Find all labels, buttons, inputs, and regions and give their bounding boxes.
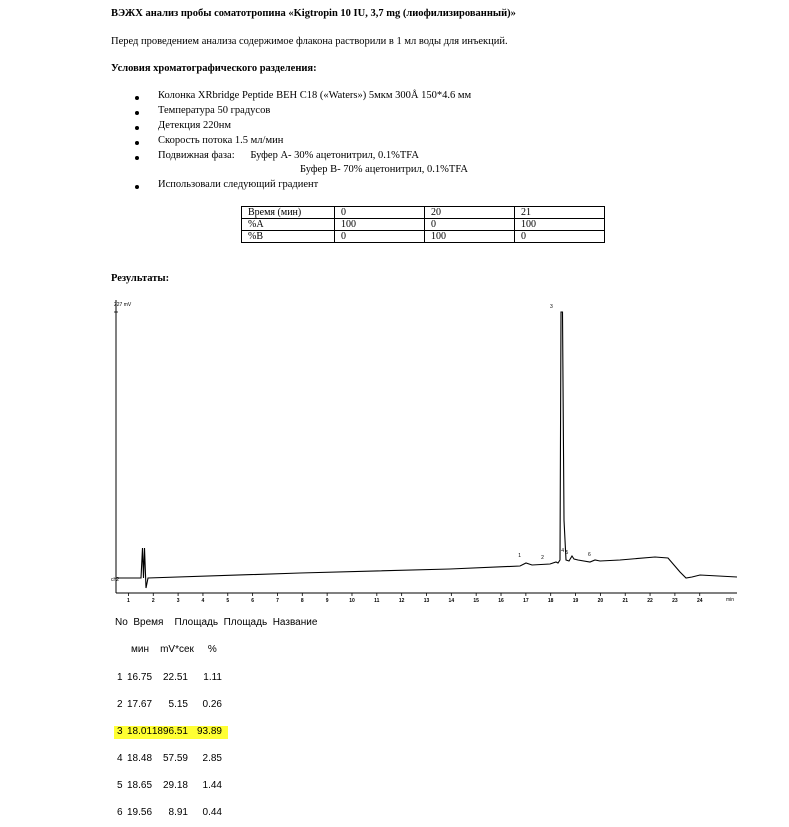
table-cell: %А bbox=[242, 219, 335, 231]
x-tick-label: 7 bbox=[276, 598, 279, 604]
peak-label: 3 bbox=[550, 304, 553, 310]
results-heading: Результаты: bbox=[111, 273, 170, 284]
y-top-label: 227 mV bbox=[114, 302, 132, 308]
row-time: 19.56 bbox=[127, 807, 153, 818]
row-pct: 2.85 bbox=[202, 753, 222, 764]
peak-label: 2 bbox=[541, 555, 544, 561]
x-tick-label: 5 bbox=[226, 598, 230, 604]
row-area: 1896.51 bbox=[151, 726, 188, 737]
x-tick-label: 2 bbox=[151, 598, 155, 604]
x-tick-label: 13 bbox=[423, 598, 430, 604]
row-time: 18.48 bbox=[127, 753, 153, 764]
row-area: 5.15 bbox=[168, 699, 188, 710]
table-cell: 0 bbox=[335, 207, 425, 219]
x-tick-label: 9 bbox=[325, 598, 329, 604]
table-cell: %В bbox=[242, 231, 335, 243]
table-row bbox=[114, 726, 228, 739]
table-cell: 100 bbox=[515, 219, 605, 231]
x-tick-label: 16 bbox=[498, 598, 504, 604]
x-tick-label: 3 bbox=[176, 598, 180, 604]
x-tick-label: 18 bbox=[547, 598, 554, 604]
x-tick-label: 1 bbox=[127, 598, 130, 604]
x-tick-label: 23 bbox=[672, 598, 678, 604]
x-tick-label: 22 bbox=[647, 598, 653, 604]
row-no: 2 bbox=[117, 699, 123, 710]
table-cell: 0 bbox=[425, 219, 515, 231]
condition-item: Детекция 220нм bbox=[158, 120, 232, 131]
peak-label: 1 bbox=[518, 553, 522, 559]
condition-item: Использовали следующий градиент bbox=[158, 179, 319, 190]
x-tick-label: 19 bbox=[572, 598, 579, 604]
row-pct: 0.26 bbox=[202, 699, 222, 710]
chromatogram-trace bbox=[116, 312, 737, 588]
results-subheader: мин mV*сек % bbox=[131, 644, 217, 655]
conditions-heading: Условия хроматографического разделения: bbox=[111, 63, 317, 74]
row-no: 4 bbox=[117, 753, 123, 764]
document-title: ВЭЖХ анализ пробы соматотропина «Kigtropin 10 IU, 3,7 mg (лиофилизированный)» bbox=[111, 8, 516, 19]
condition-item: Скорость потока 1.5 мл/мин bbox=[158, 135, 284, 146]
table-cell: 21 bbox=[515, 207, 605, 219]
row-pct: 1.11 bbox=[203, 672, 222, 683]
condition-item: Подвижная фаза: Буфер А- 30% ацетонитрил, 0.1%TFA bbox=[158, 150, 419, 161]
row-area: 57.59 bbox=[162, 753, 188, 764]
intro-text: Перед проведением анализа содержимое флакона растворили в 1 мл воды для инъекций. bbox=[111, 36, 508, 47]
x-tick-label: 20 bbox=[597, 598, 604, 604]
x-unit-label: min bbox=[726, 597, 735, 603]
row-time: 18.01 bbox=[127, 726, 153, 737]
row-time: 16.75 bbox=[127, 672, 153, 683]
row-area: 29.18 bbox=[162, 780, 188, 791]
x-tick-label: 17 bbox=[523, 598, 529, 604]
peak-label: 4 bbox=[561, 548, 565, 554]
row-no: 6 bbox=[117, 807, 123, 818]
table-cell: 100 bbox=[335, 219, 425, 231]
table-cell: 0 bbox=[335, 231, 425, 243]
x-tick-label: 10 bbox=[349, 598, 355, 604]
x-tick-label: 6 bbox=[251, 598, 255, 604]
row-time: 18.65 bbox=[127, 780, 153, 791]
row-no: 5 bbox=[117, 780, 123, 791]
table-cell: 20 bbox=[425, 207, 515, 219]
x-tick-label: 12 bbox=[398, 598, 405, 604]
x-tick-label: 14 bbox=[448, 598, 455, 604]
row-no: 3 bbox=[117, 726, 123, 737]
x-tick-label: 11 bbox=[374, 598, 380, 604]
table-cell: 100 bbox=[425, 231, 515, 243]
row-pct: 0.44 bbox=[202, 807, 222, 818]
peak-label: 6 bbox=[588, 552, 591, 558]
row-no: 1 bbox=[117, 672, 123, 683]
row-area: 22.51 bbox=[162, 672, 188, 683]
peak-label: 5 bbox=[565, 550, 569, 556]
x-tick-label: 8 bbox=[300, 598, 304, 604]
row-time: 17.67 bbox=[127, 699, 153, 710]
x-tick-label: 21 bbox=[622, 598, 629, 604]
condition-buffer-b: Буфер В- 70% ацетонитрил, 0.1%TFA bbox=[300, 164, 468, 175]
x-tick-label: 4 bbox=[201, 598, 205, 604]
results-header: No Время Площадь Площадь Название bbox=[115, 617, 318, 628]
x-tick-label: 15 bbox=[473, 598, 479, 604]
x-tick-label: 24 bbox=[696, 598, 703, 604]
row-area: 8.91 bbox=[168, 807, 188, 818]
row-pct: 93.89 bbox=[196, 726, 222, 737]
condition-item: Температура 50 градусов bbox=[158, 105, 271, 116]
channel-label: ch2 bbox=[111, 577, 120, 583]
table-cell: 0 bbox=[515, 231, 605, 243]
table-cell: Время (мин) bbox=[242, 207, 335, 219]
row-pct: 1.44 bbox=[202, 780, 222, 791]
condition-item: Колонка XRbridge Peptide BEH C18 («Waters») 5мкм 300Å 150*4.6 мм bbox=[158, 90, 472, 101]
